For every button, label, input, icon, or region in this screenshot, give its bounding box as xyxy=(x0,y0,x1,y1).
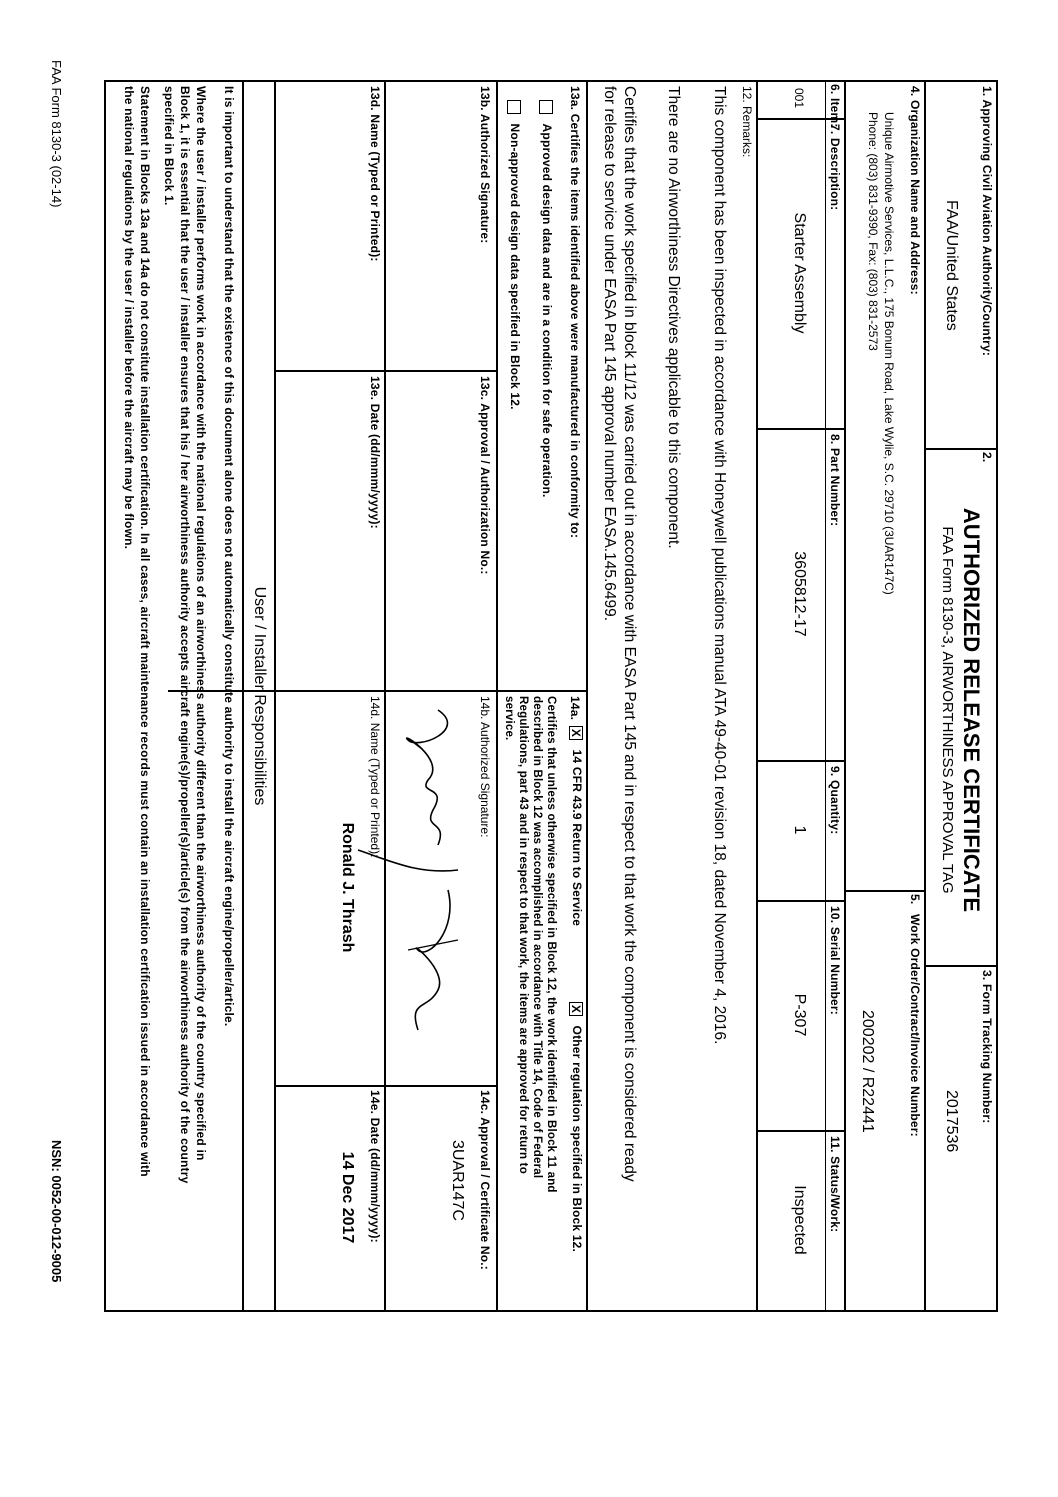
col-status-header: 11. Status/Work: xyxy=(828,1136,842,1233)
non-approved-design-checkbox[interactable] xyxy=(507,100,521,114)
certificate-number: 3UAR147C xyxy=(449,1140,466,1221)
user-paragraph2-line1: Where the user / installer performs work in accordance with the national regulations of an airworthiness authority different than the airworthiness authority of the country specified in xyxy=(194,86,208,1161)
block13c-label: 13c. Approval / Authorization No.: xyxy=(478,376,492,575)
col-description-header: 7. Description: xyxy=(828,124,842,211)
return-to-service-text: 14 CFR 43.9 Return to Service xyxy=(570,749,584,927)
org-address-line2: Phone: (803) 831-9390, Fax: (803) 831-2573 xyxy=(866,112,880,351)
block14a-text-line2: described in Block 12 was accomplished in accordance with Title 14, Code of Federal xyxy=(531,696,543,1179)
form-title: AUTHORIZED RELEASE CERTIFICATE xyxy=(959,507,984,913)
block14a-text-line3: Regulations, part 43 and in respect to that work, the items are approved for return to xyxy=(517,696,529,1174)
return-to-service-checkbox[interactable]: X xyxy=(569,726,583,740)
col-part-number-header: 8. Part Number: xyxy=(828,434,842,527)
tracking-number: 2017536 xyxy=(943,1090,960,1153)
col-serial-number-header: 10. Serial Number: xyxy=(828,906,842,1015)
block14a-text-line1: Certifies that unless otherwise specified in Block 12, the work identified in Block 11 and xyxy=(545,696,557,1193)
block13d-label: 13d. Name (Typed or Printed): xyxy=(368,86,382,262)
org-address-line1: Unique Airmotive Services, L.L.C., 175 Bonum Road, Lake Wylie, S.C. 29710 (3UAR147C) xyxy=(882,112,896,595)
block14a-text-line4: service. xyxy=(503,696,515,741)
user-paragraph3-line2: the national regulations by the user / installer before the aircraft may be flown. xyxy=(122,86,136,550)
form-number-footer: FAA Form 8130-3 (02-14) xyxy=(49,60,64,208)
nsn-footer: NSN: 0052-00-012-9005 xyxy=(49,1140,64,1283)
other-regulation-text: Other regulation specified in Block 12. xyxy=(570,1025,584,1253)
work-order-value: 200202 / R22441 xyxy=(859,1010,876,1133)
approved-design-checkbox[interactable] xyxy=(539,100,553,114)
remarks-line3b: for release to service under EASA Part 145 approval number EASA.145.6499. xyxy=(601,86,618,622)
col-quantity-header: 9. Quantity: xyxy=(828,766,842,835)
block3-label: 3. Form Tracking Number: xyxy=(980,970,994,1124)
approved-design-text: Approved design data and are in a condition for safe operation. xyxy=(540,123,554,498)
option-non-approved-design[interactable] xyxy=(507,100,522,410)
block13a-label: 13a. Certifies the items identified above were manufactured in conformity to: xyxy=(568,86,582,539)
block13b-label: 13b. Authorized Signature: xyxy=(478,86,492,244)
user-paragraph3-line1: Statement in Blocks 13a and 14a do not constitute installation certification. In all cases, aircraft maintenance records must contain an installation certification issued in accordance with xyxy=(138,86,152,1177)
block13e-label: 13e. Date (dd/mmm/yyyy): xyxy=(368,376,382,529)
block14b-label: 14b. Authorized Signature: xyxy=(478,696,492,838)
block5-num: 5. xyxy=(908,894,922,905)
form-subtitle: FAA Form 8130-3, AIRWORTHINESS APPROVAL TAG xyxy=(939,526,956,894)
user-installer-header: User / Installer Responsibilities xyxy=(251,586,268,806)
block14a-label: 14a. xyxy=(568,696,582,721)
item-quantity: 1 xyxy=(791,825,808,835)
authority-value: FAA/United States xyxy=(943,200,960,331)
user-paragraph2-line3: specified in Block 1. xyxy=(162,86,176,206)
remarks-line2: There are no Airworthiness Directives applicable to this component. xyxy=(665,86,682,549)
block14d-label: 14d. Name (Typed or Printed): xyxy=(368,696,382,858)
option-approved-design[interactable] xyxy=(539,100,554,498)
item-status: Inspected xyxy=(791,1185,808,1255)
item-description: Starter Assembly xyxy=(791,212,808,334)
non-approved-design-text: Non-approved design data specified in Block 12. xyxy=(508,123,522,410)
block4-label: 4. Organization Name and Address: xyxy=(908,86,922,295)
block2-label: 2. xyxy=(980,452,994,463)
user-paragraph1: It is important to understand that the existence of this document alone does not automatically constitute authority to install the aircraft engine/propeller/article. xyxy=(222,86,236,1027)
block14e-label: 14e. Date (dd/mmm/yyyy): xyxy=(368,1090,382,1243)
remarks-label: 12. Remarks: xyxy=(740,86,754,158)
remarks-line1: This component has been inspected in accordance with Honeywell publications manual ATA 49-40-01 revision 18, dated November 4, 2016. xyxy=(711,86,728,1045)
block14a-text xyxy=(502,696,558,1306)
other-regulation-checkbox[interactable]: X xyxy=(569,1002,583,1016)
block5-label: Work Order/Contract/Invoice Number: xyxy=(908,914,922,1137)
block14c-label: 14c. Approval / Certificate No.: xyxy=(478,1090,492,1271)
block1-label: 1. Approving Civil Aviation Authority/Country: xyxy=(980,86,994,357)
option-return-to-service[interactable] xyxy=(569,726,584,926)
remarks-line3a: Certifies that the work specified in block 11/12 was carried out in accordance with EASA Part 145 and in respect to that work the component is considered ready xyxy=(621,86,638,1182)
item-part-number: 3605812-17 xyxy=(791,551,808,637)
item-serial-number: P-307 xyxy=(791,993,808,1037)
item-number: 001 xyxy=(792,88,806,109)
col-item-header: 6. Item: xyxy=(828,84,842,128)
inspector-name: Ronald J. Thrash xyxy=(339,822,356,953)
user-paragraph2-line2: Block 1, it is essential that the user / installer ensures that his / her airworthiness authority accepts aircraft engine(s)/propeller(s)/article(s) from the airworthiness authority of the country xyxy=(178,86,192,1184)
option-other-regulation[interactable] xyxy=(569,1002,584,1252)
release-date: 14 Dec 2017 xyxy=(339,1151,356,1244)
